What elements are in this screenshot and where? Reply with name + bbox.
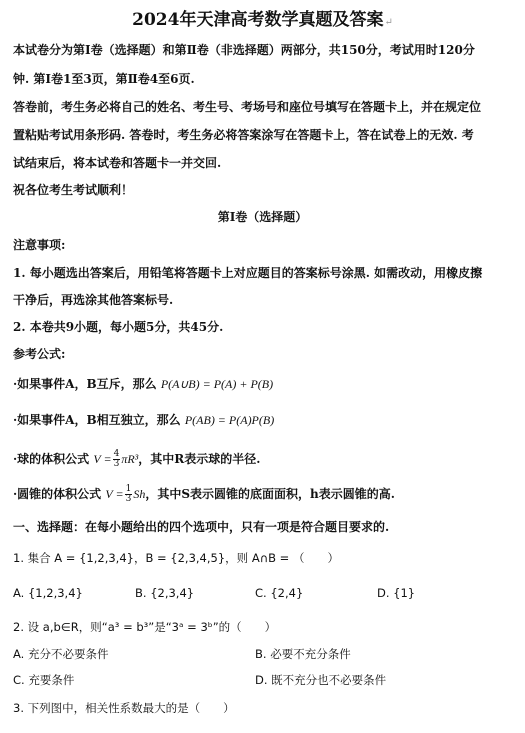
q2-stem: 2. 设 a,b∈R，则“a³ = b³”是“3ᵃ = 3ᵇ”的（ ） (13, 620, 277, 634)
note-line-3: 2. 本卷共9小题，每小题5分，共45分. (13, 320, 224, 334)
q2-option-a: A. 充分不必要条件 (13, 647, 109, 661)
intro-line-2: 钟. 第Ⅰ卷1至3页，第Ⅱ卷4至6页. (13, 72, 195, 86)
q2-option-d: D. 既不充分也不必要条件 (255, 673, 387, 687)
q1-option-a: A. {1,2,3,4} (13, 586, 83, 600)
formula-independent: ·如果事件A，B相互独立，那么 P(AB) = P(A)P(B) (13, 413, 275, 427)
q3-stem: 3. 下列图中，相关性系数最大的是（ ） (13, 701, 235, 715)
intro-line-5: 试结束后，将本试卷和答题卡一并交回. (13, 156, 222, 170)
intro-line-1: 本试卷分为第Ⅰ卷（选择题）和第Ⅱ卷（非选择题）两部分，共150分，考试用时120分 (13, 43, 475, 57)
intro-line-6: 祝各位考生考试顺利！ (13, 183, 134, 197)
notes-heading: 注意事项: (13, 238, 66, 252)
note-line-1: 1. 每小题选出答案后，用铅笔将答题卡上对应题目的答案标号涂黑. 如需改动，用橡皮擦 (13, 266, 483, 280)
q2-option-c: C. 充要条件 (13, 673, 75, 687)
q1-option-c: C. {2,4} (255, 586, 304, 600)
intro-line-4: 置粘贴考试用条形码. 答卷时，考生务必将答案涂写在答题卡上，答在试卷上的无效. 考 (13, 128, 474, 142)
formula-sphere-volume: ·球的体积公式 V = $\frac{4}{3}$ πR³，其中R表示球的半径. (13, 449, 261, 469)
formula-cone-volume: ·圆锥的体积公式 V = $\frac{1}{3}$ Sh，其中S表示圆锥的底面面积，h表示圆锥的高. (13, 484, 395, 504)
note-line-2: 干净后，再选涂其他答案标号. (13, 293, 174, 307)
q1-option-b: B. {2,3,4} (135, 586, 195, 600)
q1-option-d: D. {1} (377, 586, 416, 600)
intro-line-3: 答卷前，考生务必将自己的姓名、考生号、考场号和座位号填写在答题卡上，并在规定位 (13, 100, 482, 114)
part1-heading: 一、选择题：在每小题给出的四个选项中，只有一项是符合题目要求的. (13, 520, 390, 534)
formula-exclusive: ·如果事件A，B互斥，那么 P(A∪B) = P(A) + P(B) (13, 377, 274, 391)
document-title: 2024年天津高考数学真题及答案↵ (132, 10, 393, 30)
q2-option-b: B. 必要不充分条件 (255, 647, 351, 661)
section-title: 第Ⅰ卷（选择题） (217, 210, 308, 224)
q1-stem: 1. 集合 A = {1,2,3,4}，B = {2,3,4,5}，则 A∩B = （ ） (13, 551, 339, 565)
formulas-heading: 参考公式: (13, 347, 66, 361)
